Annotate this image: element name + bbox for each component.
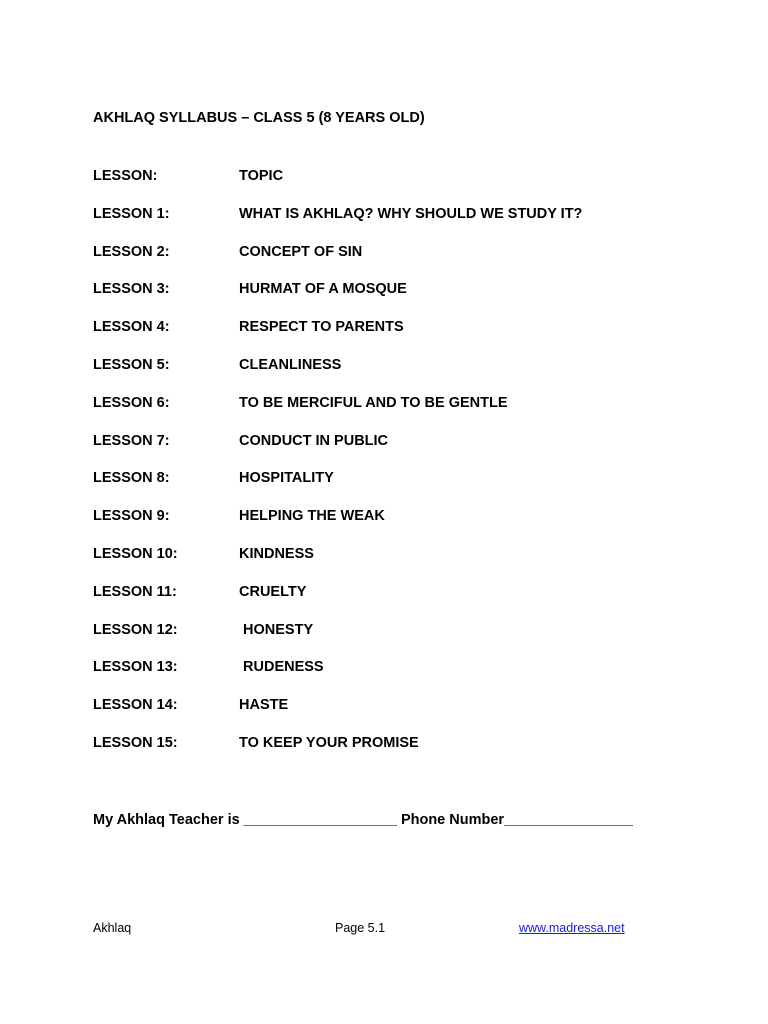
lesson-topic: RESPECT TO PARENTS <box>239 319 404 336</box>
lesson-number: LESSON 5: <box>93 356 170 373</box>
lesson-table <box>93 168 713 773</box>
lesson-row <box>93 319 713 357</box>
lesson-number: LESSON 13: <box>93 659 178 676</box>
lesson-number: LESSON 14: <box>93 697 178 714</box>
lesson-row <box>93 244 713 282</box>
lesson-number: LESSON 9: <box>93 508 170 525</box>
lesson-row <box>93 357 713 395</box>
lesson-topic: RUDENESS <box>239 659 324 676</box>
lesson-row <box>93 470 713 508</box>
lesson-row <box>93 622 713 660</box>
lesson-number: LESSON 10: <box>93 545 178 562</box>
lesson-table-header <box>93 168 713 206</box>
lesson-number: LESSON 12: <box>93 621 178 638</box>
lesson-row <box>93 697 713 735</box>
lesson-topic: HURMAT OF A MOSQUE <box>239 281 407 298</box>
lesson-topic: HELPING THE WEAK <box>239 508 385 525</box>
lesson-row <box>93 281 713 319</box>
lesson-topic: CLEANLINESS <box>239 356 342 373</box>
lesson-row <box>93 206 713 244</box>
footer-website-link[interactable]: www.madressa.net <box>519 921 625 935</box>
lesson-number: LESSON 6: <box>93 394 170 411</box>
lesson-topic: CONCEPT OF SIN <box>239 243 363 260</box>
lesson-number: LESSON 4: <box>93 319 170 336</box>
lesson-number: LESSON 1: <box>93 205 170 222</box>
lesson-row <box>93 508 713 546</box>
page-title: AKHLAQ SYLLABUS – CLASS 5 (8 YEARS OLD) <box>93 110 425 126</box>
footer-left-label: Akhlaq <box>93 921 132 935</box>
lesson-number: LESSON 2: <box>93 243 170 260</box>
lesson-topic: KINDNESS <box>239 545 314 562</box>
lesson-topic: HOSPITALITY <box>239 470 334 487</box>
lesson-topic: CRUELTY <box>239 583 307 600</box>
lesson-row <box>93 433 713 471</box>
lesson-topic: HASTE <box>239 697 289 714</box>
lesson-row <box>93 584 713 622</box>
lesson-row <box>93 735 713 773</box>
lesson-row <box>93 659 713 697</box>
lesson-topic: TO BE MERCIFUL AND TO BE GENTLE <box>239 394 508 411</box>
lesson-number: LESSON 15: <box>93 734 178 751</box>
lesson-column-header: LESSON: <box>93 168 158 184</box>
lesson-number: LESSON 8: <box>93 470 170 487</box>
lesson-topic: WHAT IS AKHLAQ? WHY SHOULD WE STUDY IT? <box>239 205 583 222</box>
lesson-row <box>93 546 713 584</box>
teacher-info-line: My Akhlaq Teacher is ___________________ Phone Number________________ <box>93 812 634 828</box>
lesson-topic: HONESTY <box>239 621 314 638</box>
lesson-row <box>93 395 713 433</box>
footer-page-number: Page 5.1 <box>335 921 386 935</box>
lesson-topic: TO KEEP YOUR PROMISE <box>239 734 419 751</box>
lesson-topic: CONDUCT IN PUBLIC <box>239 432 389 449</box>
lesson-number: LESSON 11: <box>93 583 177 600</box>
topic-column-header: TOPIC <box>239 168 284 184</box>
lesson-number: LESSON 3: <box>93 281 170 298</box>
lesson-number: LESSON 7: <box>93 432 170 449</box>
